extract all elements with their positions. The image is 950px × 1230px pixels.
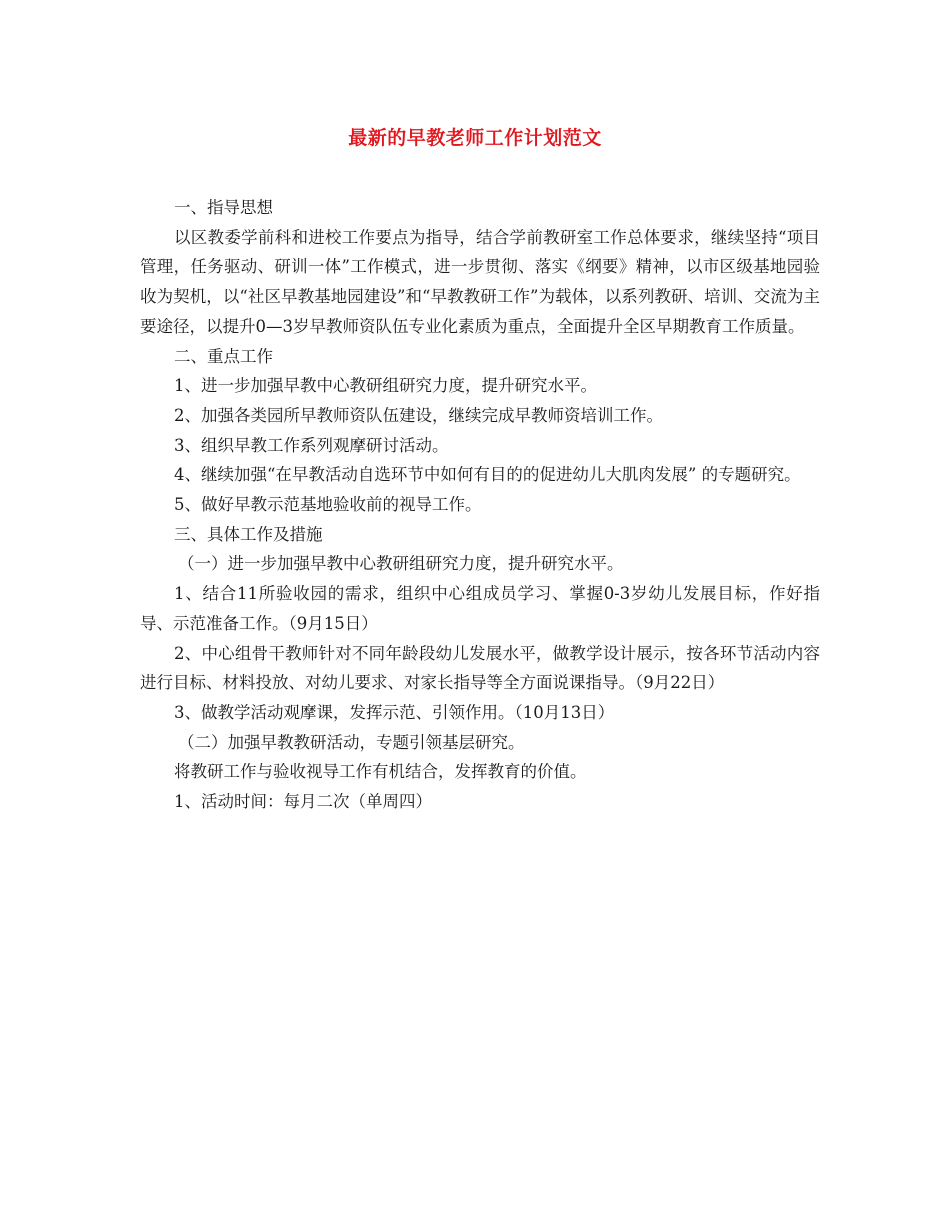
list-item: 5、做好早教示范基地验收前的视导工作。 xyxy=(174,495,482,515)
section-heading: 一、指导思想 xyxy=(174,198,273,217)
paragraph: 将教研工作与验收视导工作有机结合，发挥教育的价值。 xyxy=(174,762,587,782)
list-item: 2、加强各类园所早教师资队伍建设，继续完成早教师资培训工作。 xyxy=(174,405,663,425)
list-item: 3、做教学活动观摩课，发挥示范、引领作用。（10月13日） xyxy=(174,702,615,722)
list-item: 3、组织早教工作系列观摩研讨活动。 xyxy=(174,435,449,455)
subsection-heading: （一）进一步加强早教中心教研组研究力度，提升研究水平。 xyxy=(178,554,624,574)
section-heading: 三、具体工作及措施 xyxy=(174,524,323,544)
list-item: 1、活动时间：每月二次（单周四） xyxy=(174,792,432,812)
list-item: 4、继续加强“在早教活动自选环节中如何有目的的促进幼儿大肌肉发展” 的专题研究。 xyxy=(174,465,801,485)
document-body xyxy=(140,193,820,817)
document-title: 最新的早教老师工作计划范文 xyxy=(348,127,602,149)
list-item: 1、进一步加强早教中心教研组研究力度，提升研究水平。 xyxy=(174,376,597,396)
paragraph: 以区教委学前科和进校工作要点为指导，结合学前教研室工作总体要求，继续坚持“项目管理，任务驱动、研训一体”工作模式，进一步贯彻、落实《纲要》精神，以市区级基地园验收为契机，以“社区早教基地园建设”和“早教教研工作”为载体，以系列教研、培训、交流为主要途径，以提升0—3岁早教师资队伍专业化素质为重点，全面提升全区早期教育工作质量。 xyxy=(140,227,820,336)
list-item: 2、中心组骨干教师针对不同年龄段幼儿发展水平，做教学设计展示，按各环节活动内容进行目标、材料投放、对幼儿要求、对家长指导等全方面说课指导。（9月22日） xyxy=(140,643,820,693)
section-heading: 二、重点工作 xyxy=(174,346,273,366)
subsection-heading: （二）加强早教教研活动，专题引领基层研究。 xyxy=(178,732,525,752)
list-item: 1、结合11所验收园的需求，组织中心组成员学习、掌握0-3岁幼儿发展目标，作好指导、示范准备工作。（9月15日） xyxy=(140,584,820,633)
